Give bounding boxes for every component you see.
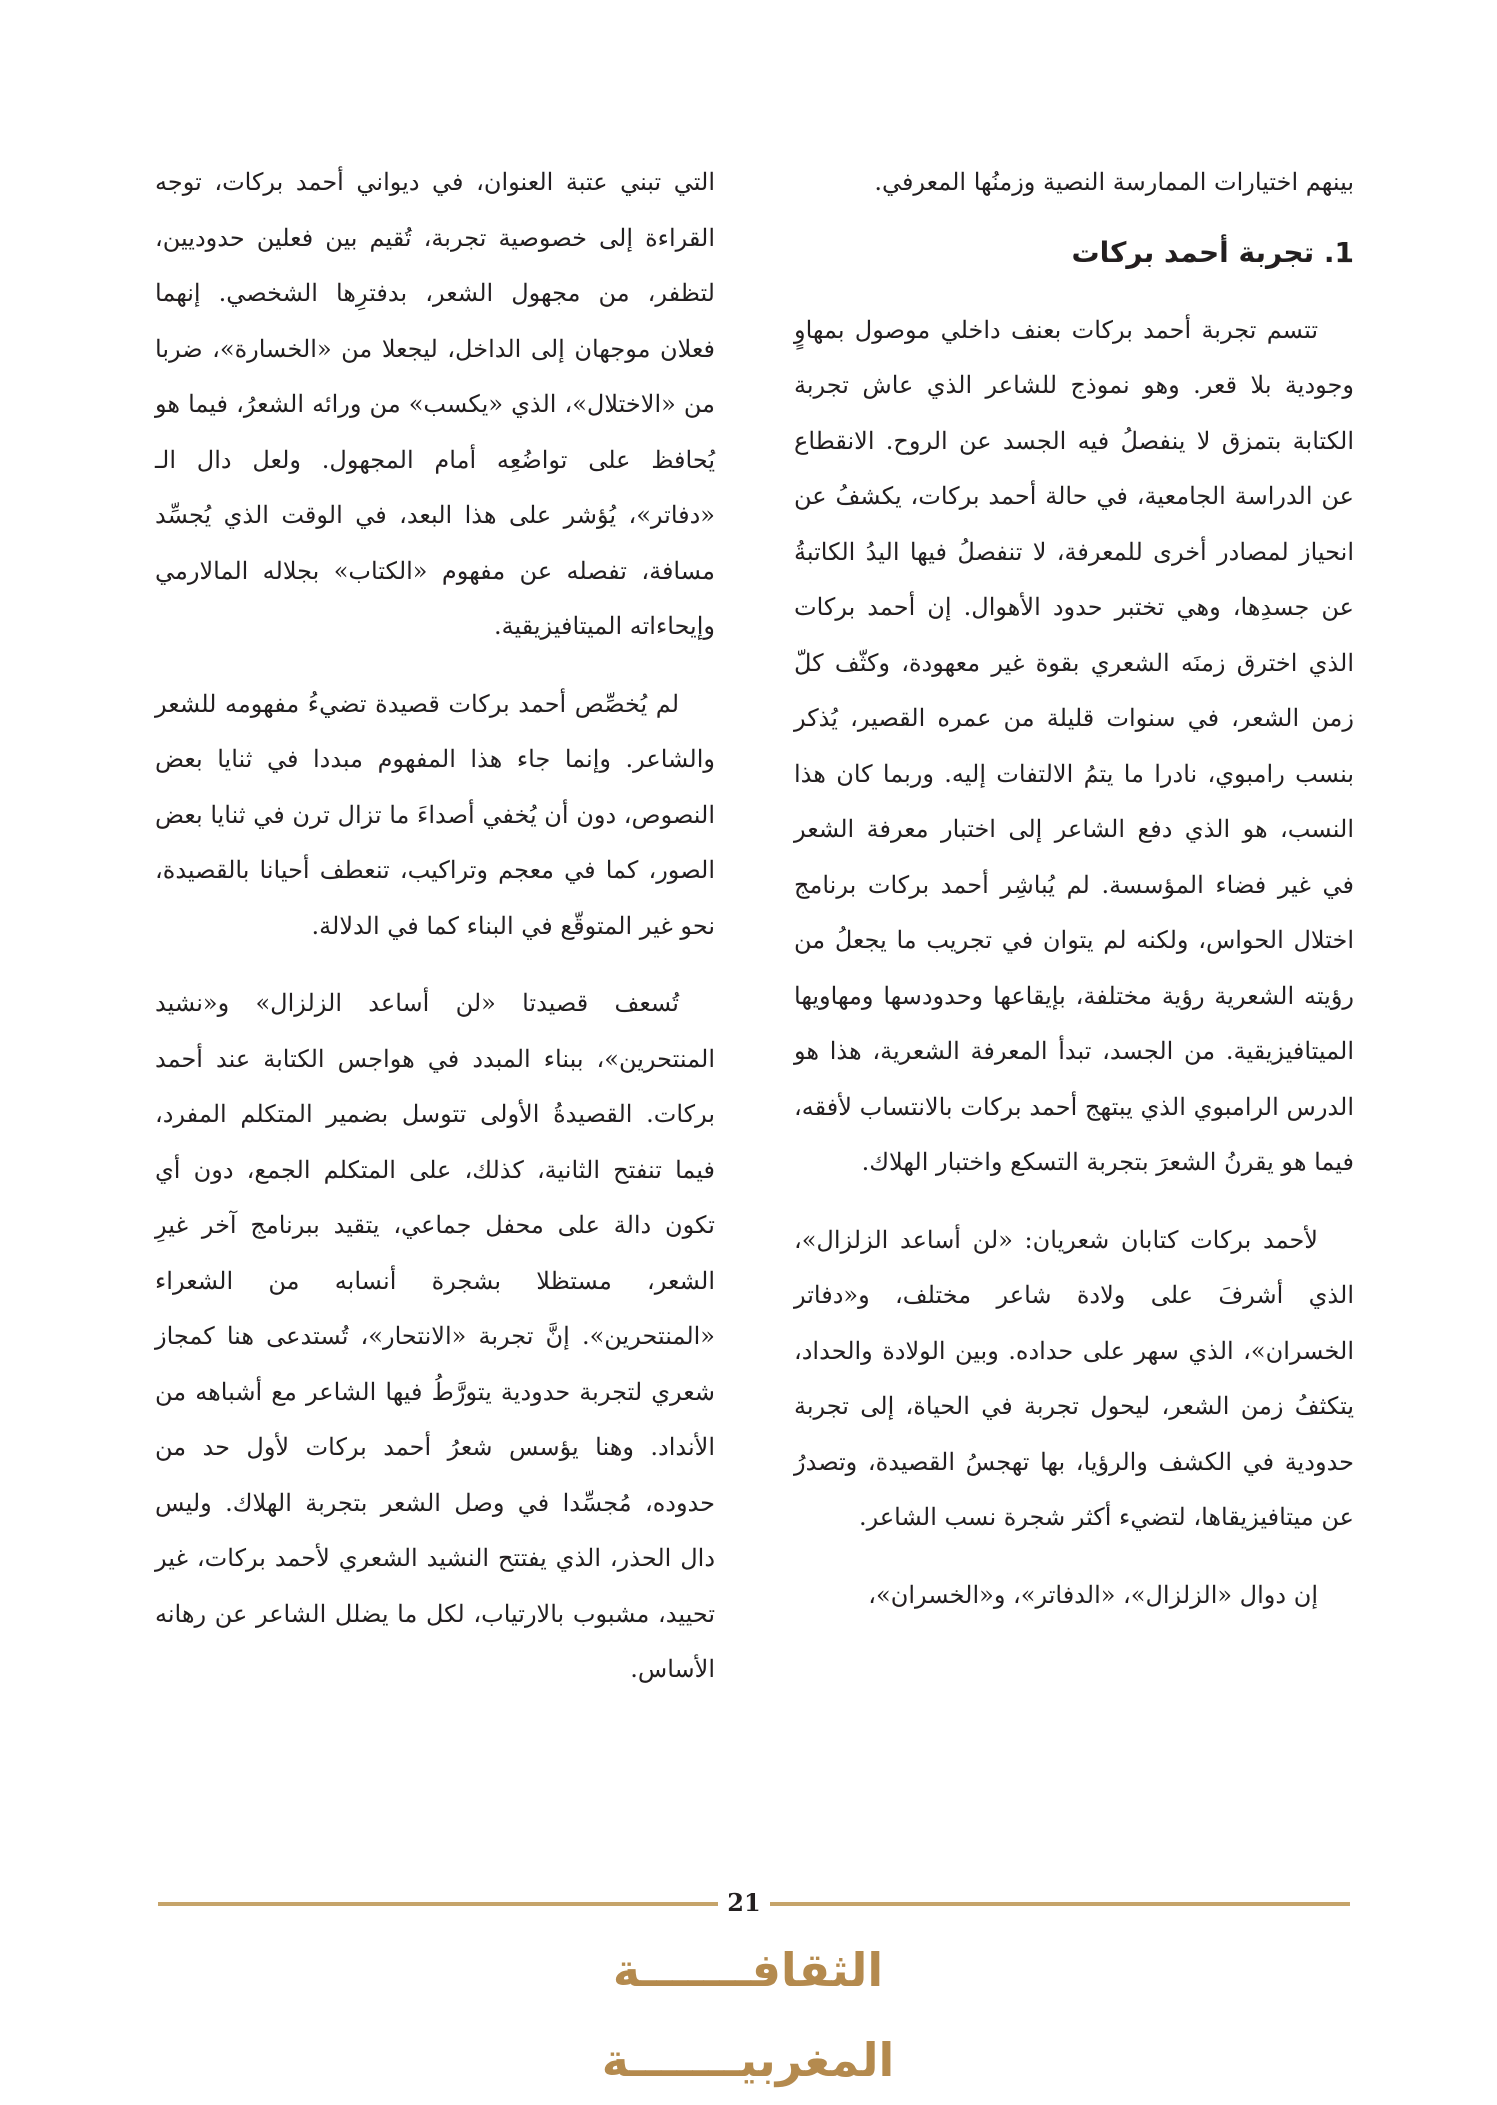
page-number: 21 bbox=[727, 1888, 761, 1917]
footer-divider-left bbox=[158, 1902, 718, 1906]
footer-divider-right bbox=[770, 1902, 1350, 1906]
left-column bbox=[155, 155, 715, 1698]
paragraph: لأحمد بركات كتابان شعريان: «لن أساعد الزلزال»، الذي أشرفَ على ولادة شاعر مختلف، و«دفاتر الخسران»، الذي سهر على حداده. وبين الولادة والحداد، يتكثفُ زمن الشعر، ليحول تجربة في الحياة، إلى تجربة حدودية في الكشف والرؤيا، بها تهجسُ القصيدة، وتصدرُ عن ميتافيزيقاها، لتضيء أكثر شجرة نسب الشاعر. bbox=[794, 1225, 1354, 1531]
section-heading: 1. تجربة أحمد بركات bbox=[1071, 235, 1354, 269]
paragraph: إن دوال «الزلزال»، «الدفاتر»، و«الخسران»، bbox=[868, 1580, 1318, 1609]
paragraph: تُسعف قصيدتا «لن أساعد الزلزال» و«نشيد المنتحرين»، ببناء المبدد في هواجس الكتابة عند أحمد بركات. القصيدةُ الأولى تتوسل بضمير المتكلم المفرد، فيما تنفتح الثانية، كذلك، على المتكلم الجمع، دون أي تكون دالة على محفل جماعي، يتقيد ببرنامج آخر غيرِ الشعر، مستظلا بشجرة أنسابه من الشعراء «المنتحرين». إنَّ تجربة «الانتحار»، تُستدعى هنا كمجاز شعري لتجربة حدودية يتورَّطُ فيها الشاعر مع أشباهه من الأنداد. وهنا يؤسس شعرُ أحمد بركات لأول حد من حدوده، مُجسِّدا في وصل الشعر بتجربة الهلاك. وليس دال الحذر، الذي يفتتح النشيد الشعري لأحمد بركات، غير تحييد، مشبوب بالارتياب، لكل ما يضلل الشاعر عن رهانه الأساس. bbox=[155, 989, 715, 1683]
right-column bbox=[794, 155, 1354, 1623]
paragraph: لم يُخصِّص أحمد بركات قصيدة تضيءُ مفهومه للشعر والشاعر. وإنما جاء هذا المفهوم مبددا في ثنايا بعض النصوص، دون أن يُخفي أصداءَ ما تزال ترن في ثنايا بعض الصور، كما في معجم وتراكيب، تنعطف أحيانا بالقصيدة، نحو غير المتوقّع في البناء كما في الدلالة. bbox=[155, 689, 715, 940]
paragraph-continuation: بينهم اختيارات الممارسة النصية وزمنُها المعرفي. bbox=[874, 168, 1354, 196]
paragraph: التي تبني عتبة العنوان، في ديواني أحمد بركات، توجه القراءة إلى خصوصية تجربة، تُقيم بين فعلين حدوديين، لتظفر، من مجهول الشعر، بدفترِها الشخصي. إنهما فعلان موجهان إلى الداخل، ليجعلا من «الخسارة»، ضربا من «الاختلال»، الذي «يكسب» من ورائه الشعرُ، فيما هو يُحافظ على تواضُعِه أمام المجهول. ولعل دال الـ «دفاتر»، يُؤشر على هذا البعد، في الوقت الذي يُجسِّد مسافة، تفصله عن مفهوم «الكتاب» بجلاله المالارمي وإيحاءاته الميتافيزيقية. bbox=[155, 168, 715, 640]
paragraph: تتسم تجربة أحمد بركات بعنف داخلي موصول بمهاوٍ وجودية بلا قعر. وهو نموذج للشاعر الذي عاش تجربة الكتابة بتمزق لا ينفصلُ فيه الجسد عن الروح. الانقطاع عن الدراسة الجامعية، في حالة أحمد بركات، يكشفُ عن انحياز لمصادر أخرى للمعرفة، لا تنفصلُ فيها اليدُ الكاتبةُ عن جسدِها، وهي تختبر حدود الأهوال. إن أحمد بركات الذي اخترق زمنَه الشعري بقوة غير معهودة، وكثّف كلّ زمن الشعر، في سنوات قليلة من عمره القصير، يُذكر بنسب رامبوي، نادرا ما يتمُ الالتفات إليه. وربما كان هذا النسب، هو الذي دفع الشاعر إلى اختبار معرفة الشعر في غير فضاء المؤسسة. لم يُباشِر أحمد بركات برنامج اختلال الحواس، ولكنه لم يتوان في تجريب ما يجعلُ من رؤيته الشعرية رؤية مختلفة، بإيقاعها وحدودسها ومهاويها الميتافيزيقية. من الجسد، تبدأ المعرفة الشعرية، هذا هو الدرس الرامبوي الذي يبتهج أحمد بركات بالانتساب لأفقه، فيما هو يقرنُ الشعرَ بتجربة التسكع واختبار الهلاك. bbox=[794, 315, 1355, 1176]
magazine-title-logo: الثقافـــــــة المغربيـــــــة bbox=[601, 1943, 895, 2087]
